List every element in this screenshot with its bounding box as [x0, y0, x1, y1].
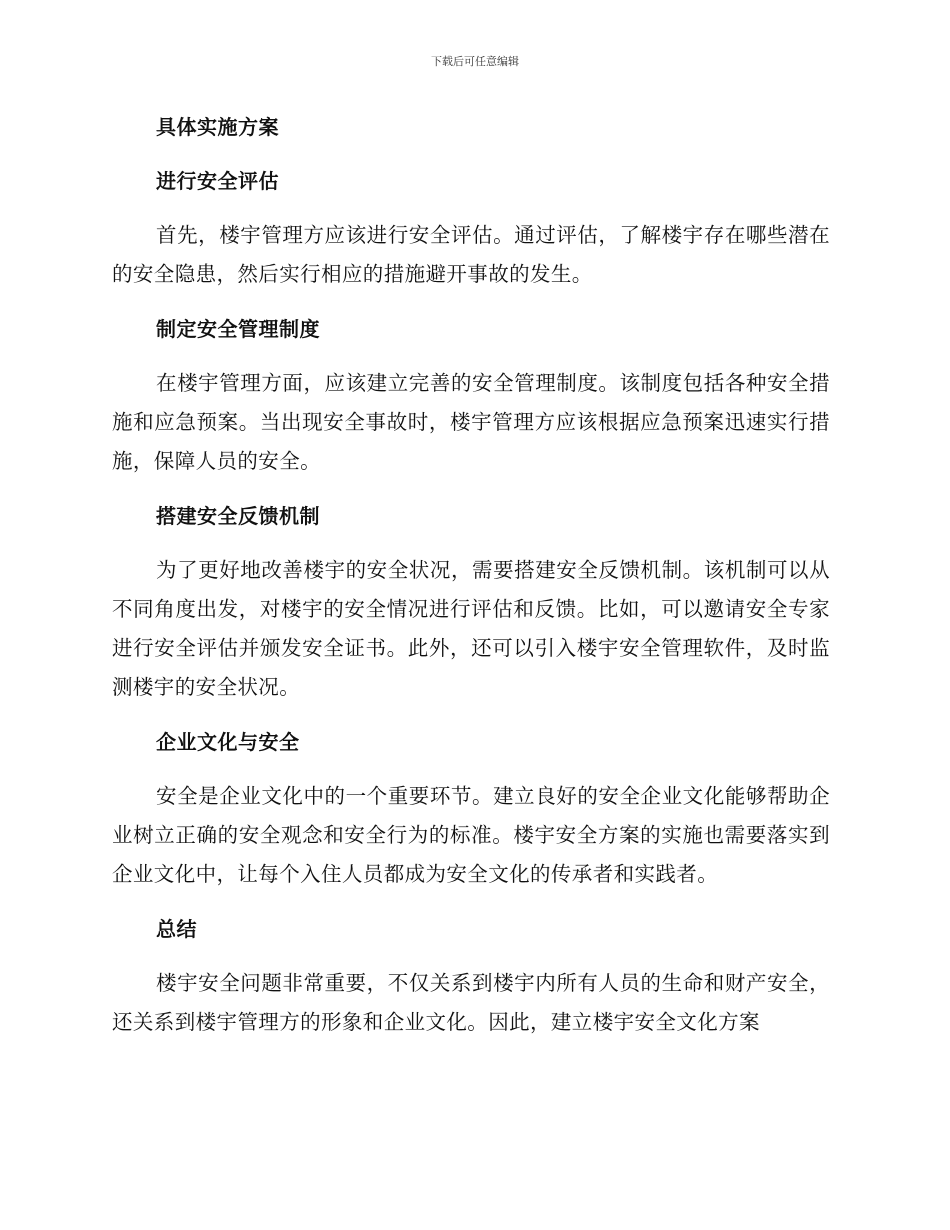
section-heading-management-system: 制定安全管理制度 — [156, 317, 320, 341]
section-heading-culture: 企业文化与安全 — [156, 730, 300, 754]
section-body-assessment: 首先，楼宇管理方应该进行安全评估。通过评估，了解楼宇存在哪些潜在的安全隐患，然后实行相应的措施避开事故的发生。 — [112, 223, 830, 286]
section-heading-assessment: 进行安全评估 — [156, 169, 279, 193]
page-header: 下载后可任意编辑 — [431, 55, 519, 68]
section-body-summary: 楼宇安全问题非常重要，不仅关系到楼宇内所有人员的生命和财产安全，还关系到楼宇管理方的形象和企业文化。因此，建立楼宇安全文化方案 — [112, 971, 830, 1034]
section-heading-feedback: 搭建安全反馈机制 — [156, 504, 320, 528]
document-body — [112, 108, 830, 1042]
section-body-feedback: 为了更好地改善楼宇的安全状况，需要搭建安全反馈机制。该机制可以从不同角度出发，对楼宇的安全情况进行评估和反馈。比如，可以邀请安全专家进行安全评估并颁发安全证书。此外，还可以引入楼宇安全管理软件，及时监测楼宇的安全状况。 — [112, 558, 830, 699]
section-body-culture: 安全是企业文化中的一个重要环节。建立良好的安全企业文化能够帮助企业树立正确的安全观念和安全行为的标准。楼宇安全方案的实施也需要落实到企业文化中，让每个入住人员都成为安全文化的传承者和实践者。 — [112, 784, 830, 886]
section-heading-summary: 总结 — [156, 917, 197, 941]
main-heading: 具体实施方案 — [156, 115, 279, 139]
section-body-management-system: 在楼宇管理方面，应该建立完善的安全管理制度。该制度包括各种安全措施和应急预案。当出现安全事故时，楼宇管理方应该根据应急预案迅速实行措施，保障人员的安全。 — [112, 371, 830, 473]
